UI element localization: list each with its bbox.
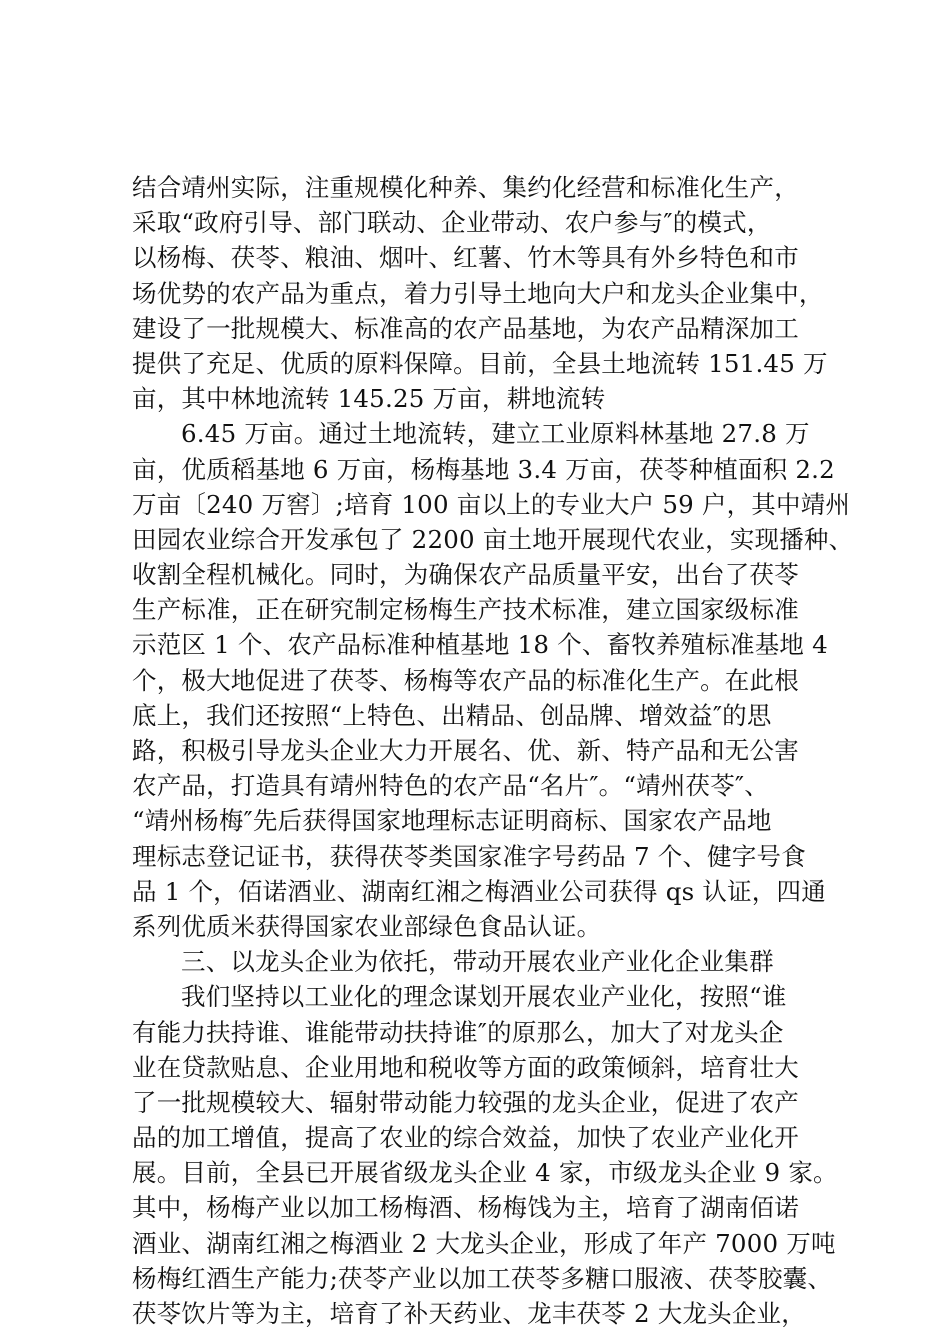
text-line: 收割全程机械化。同时，为确保农产品质量平安，出台了茯苓 (132, 560, 799, 590)
text-line: 我们坚持以工业化的理念谋划开展农业产业化，按照“谁 (181, 982, 787, 1012)
text-line: 示范区 1 个、农产品标准种植基地 18 个、畜牧养殖标准基地 4 (132, 630, 828, 660)
text-line: “靖州杨梅″先后获得国家地理标志证明商标、国家农产品地 (132, 806, 772, 836)
text-line: 采取“政府引导、部门联动、企业带动、农户参与″的模式， (132, 208, 772, 238)
text-line: 杨梅红酒生产能力;茯苓产业以加工茯苓多糖口服液、茯苓胶囊、 (132, 1263, 833, 1293)
document-body (132, 170, 854, 1331)
text-line: 万亩〔240 万窖〕;培育 100 亩以上的专业大户 59 户，其中靖州 (132, 489, 851, 519)
text-line: 建设了一批规模大、标准高的农产品基地，为农产品精深加工 (132, 313, 799, 343)
text-line: 路，积极引导龙头企业大力开展名、优、新、特产品和无公害 (132, 736, 799, 765)
text-line: 个，极大地促进了茯苓、杨梅等农产品的标准化生产。在此根 (132, 665, 799, 695)
text-line: 了一批规模较大、辐射带动能力较强的龙头企业，促进了农产 (132, 1087, 799, 1117)
text-line: 有能力扶持谁、谁能带动扶持谁″的原那么，加大了对龙头企 (132, 1017, 784, 1047)
text-line: 生产标准，正在研究制定杨梅生产技术标准，建立国家级标准 (132, 595, 799, 625)
text-line: 田园农业综合开发承包了 2200 亩土地开展现代农业，实现播种、 (132, 524, 854, 554)
text-line: 业在贷款贴息、企业用地和税收等方面的政策倾斜，培育壮大 (132, 1052, 799, 1082)
text-line: 品 1 个，佰诺酒业、湖南红湘之梅酒业公司获得 qs 认证，四通 (132, 876, 826, 906)
text-line: 场优势的农产品为重点，着力引导土地向大户和龙头企业集中， (132, 278, 824, 308)
text-line: 6.45 万亩。通过土地流转，建立工业原料林基地 27.8 万 (181, 419, 810, 449)
text-line: 亩，其中林地流转 145.25 万亩，耕地流转 (132, 384, 606, 414)
text-line: 提供了充足、优质的原料保障。目前，全县土地流转 151.45 万 (132, 348, 828, 378)
section-heading: 三、以龙头企业为依托，带动开展农业产业化企业集群 (181, 947, 774, 977)
text-line: 茯苓饮片等为主，培育了补天药业、龙丰茯苓 2 大龙头企业， (132, 1299, 806, 1328)
text-line: 展。目前，全县已开展省级龙头企业 4 家，市级龙头企业 9 家。 (132, 1158, 838, 1188)
text-line: 酒业、湖南红湘之梅酒业 2 大龙头企业，形成了年产 7000 万吨 (132, 1228, 836, 1258)
text-line: 农产品，打造具有靖州特色的农产品“名片″。“靖州茯苓″、 (132, 771, 769, 801)
text-line: 品的加工增值，提高了农业的综合效益，加快了农业产业化开 (132, 1123, 799, 1153)
text-line: 其中，杨梅产业以加工杨梅酒、杨梅饯为主，培育了湖南佰诺 (132, 1193, 799, 1223)
text-line: 理标志登记证书，获得茯苓类国家准字号药品 7 个、健字号食 (132, 841, 806, 871)
text-line: 底上，我们还按照“上特色、出精品、创品牌、增效益″的思 (132, 700, 772, 730)
text-line: 系列优质米获得国家农业部绿色食品认证。 (132, 911, 602, 941)
text-line: 以杨梅、茯苓、粮油、烟叶、红薯、竹木等具有外乡特色和市 (132, 243, 799, 273)
text-line: 亩，优质稻基地 6 万亩，杨梅基地 3.4 万亩，茯苓种植面积 2.2 (132, 454, 835, 484)
text-line: 结合靖州实际，注重规模化种养、集约化经营和标准化生产， (132, 173, 799, 202)
